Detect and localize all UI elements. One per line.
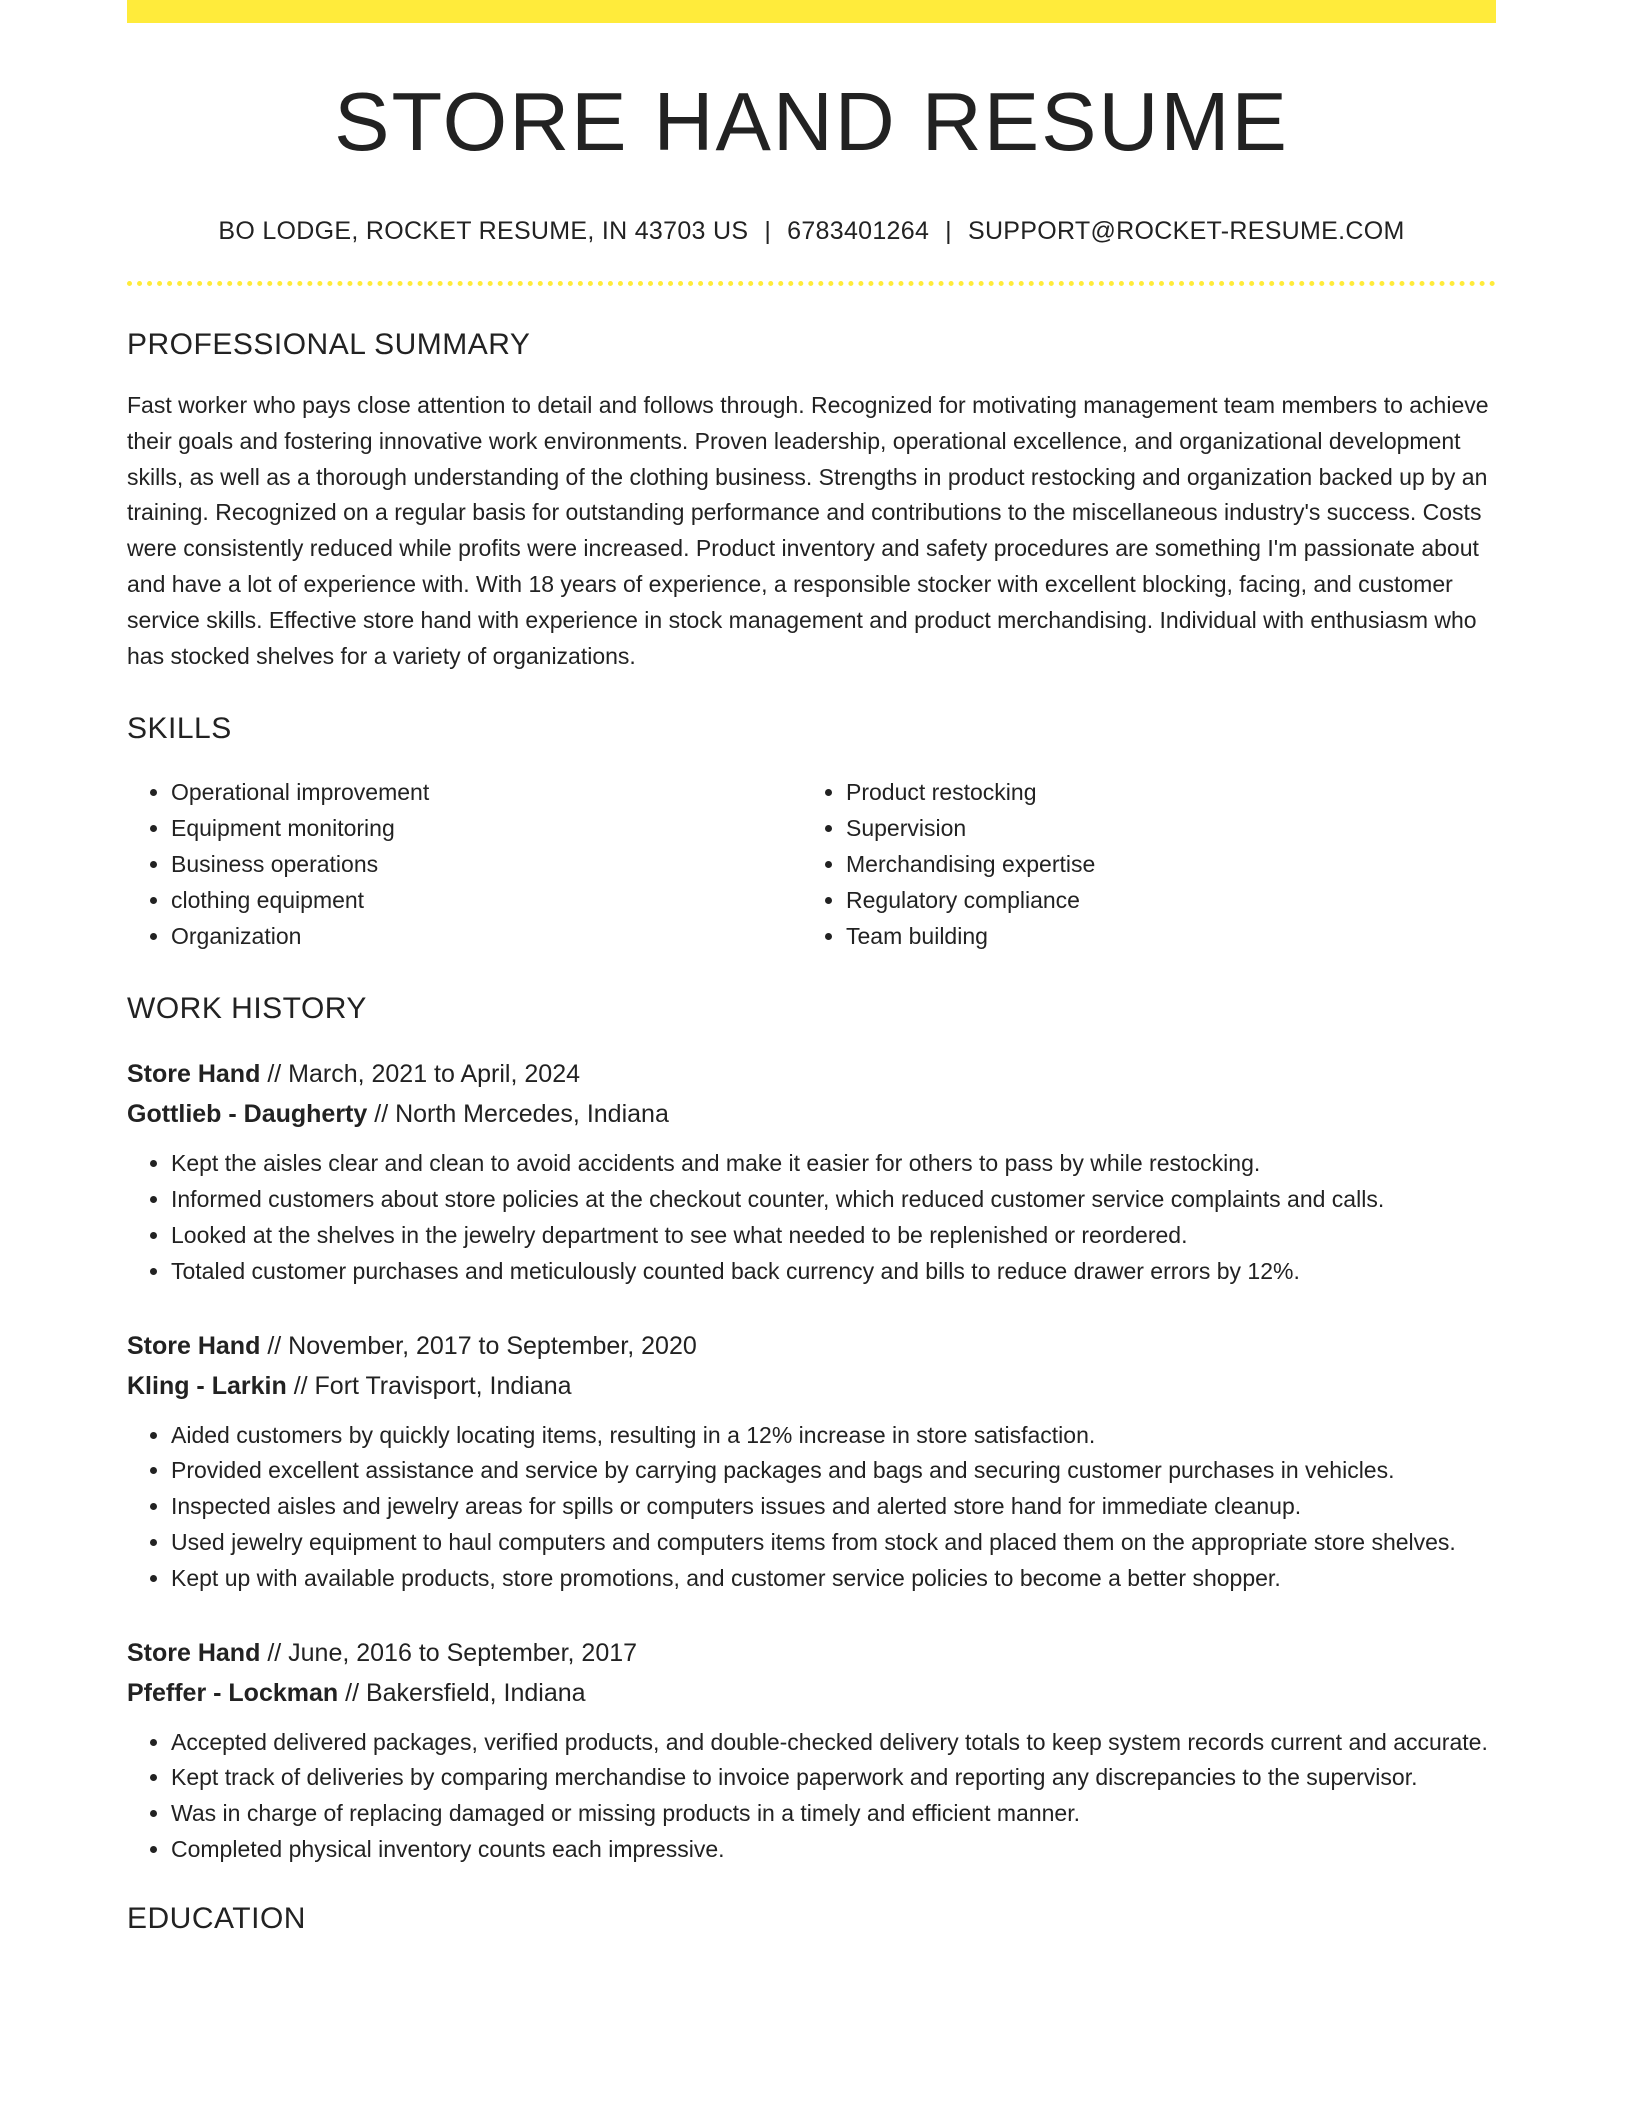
skills-grid bbox=[127, 774, 1496, 954]
job-entry bbox=[127, 1633, 1496, 1868]
job-company-line bbox=[127, 1673, 1496, 1713]
job-title-line bbox=[127, 1633, 1496, 1673]
contact-separator: | bbox=[764, 217, 772, 245]
job-company: Pfeffer - Lockman bbox=[127, 1678, 339, 1707]
work-history-heading: WORK HISTORY bbox=[127, 992, 367, 1026]
job-title: Store Hand bbox=[127, 1060, 261, 1089]
job-bullets bbox=[127, 1146, 1496, 1289]
job-title-line bbox=[127, 1054, 1496, 1094]
job-bullet: • Kept up with available products, store promotions, and customer service policies to become a better shopper. bbox=[171, 1561, 1496, 1597]
job-entry bbox=[127, 1326, 1496, 1597]
job-company: Kling - Larkin bbox=[127, 1371, 287, 1400]
skills-column-right bbox=[802, 774, 1477, 954]
contact-email: SUPPORT@ROCKET-RESUME.COM bbox=[967, 217, 1405, 245]
job-dates: // November, 2017 to September, 2020 bbox=[267, 1331, 697, 1360]
job-bullet: • Used jewelry equipment to haul computers and computers items from stock and placed them on the appropriate store shelves. bbox=[171, 1525, 1496, 1561]
job-bullets bbox=[127, 1418, 1496, 1597]
job-bullet: • Was in charge of replacing damaged or missing products in a timely and efficient manner. bbox=[171, 1796, 1496, 1832]
job-bullet: • Aided customers by quickly locating items, resulting in a 12% increase in store satisfaction. bbox=[171, 1418, 1496, 1454]
resume-page bbox=[127, 0, 1496, 1934]
job-dates: // March, 2021 to April, 2024 bbox=[267, 1060, 580, 1089]
skill-item: • Product restocking bbox=[846, 774, 1477, 810]
skills-heading: SKILLS bbox=[127, 712, 232, 746]
skill-item: • Operational improvement bbox=[171, 774, 802, 810]
job-bullet: • Kept track of deliveries by comparing merchandise to invoice paperwork and reporting any discrepancies to the supervisor. bbox=[171, 1760, 1496, 1796]
job-location: // Fort Travisport, Indiana bbox=[293, 1371, 572, 1400]
education-heading: EDUCATION bbox=[127, 1901, 306, 1935]
job-bullet: • Informed customers about store policies at the checkout counter, which reduced customer service complaints and calls. bbox=[171, 1182, 1496, 1218]
job-location: // Bakersfield, Indiana bbox=[345, 1678, 586, 1707]
contact-info bbox=[127, 219, 1496, 244]
job-title: Store Hand bbox=[127, 1331, 261, 1360]
skill-item: • clothing equipment bbox=[171, 882, 802, 918]
job-dates: // June, 2016 to September, 2017 bbox=[267, 1638, 638, 1667]
skill-item: • Regulatory compliance bbox=[846, 882, 1477, 918]
job-bullet: • Completed physical inventory counts each impressive. bbox=[171, 1832, 1496, 1868]
job-entry bbox=[127, 1054, 1496, 1289]
job-bullet: • Provided excellent assistance and service by carrying packages and bags and securing customer purchases in vehicles. bbox=[171, 1453, 1496, 1489]
contact-address: BO LODGE, ROCKET RESUME, IN 43703 US bbox=[218, 217, 749, 245]
skill-item: • Merchandising expertise bbox=[846, 846, 1477, 882]
job-bullet: • Looked at the shelves in the jewelry department to see what needed to be replenished or reordered. bbox=[171, 1218, 1496, 1254]
header-divider bbox=[127, 281, 1496, 286]
job-company-line bbox=[127, 1366, 1496, 1406]
job-title-line bbox=[127, 1326, 1496, 1366]
job-bullet: • Totaled customer purchases and meticulously counted back currency and bills to reduce drawer errors by 12%. bbox=[171, 1254, 1496, 1290]
skill-item: • Supervision bbox=[846, 810, 1477, 846]
job-location: // North Mercedes, Indiana bbox=[374, 1100, 669, 1129]
job-bullets bbox=[127, 1725, 1496, 1868]
skill-item: • Equipment monitoring bbox=[171, 810, 802, 846]
resume-title: STORE HAND RESUME bbox=[334, 75, 1289, 168]
summary-heading: PROFESSIONAL SUMMARY bbox=[127, 328, 531, 361]
job-company-line bbox=[127, 1094, 1496, 1134]
job-bullet: • Accepted delivered packages, verified products, and double-checked delivery totals to keep system records current and accurate. bbox=[171, 1725, 1496, 1761]
summary-text: Fast worker who pays close attention to detail and follows through. Recognized for motivating management team members to achieve their goals and fostering innovative work environments. Proven leadership, operational excellence, and organizational development skills, as well as a thorough understanding of the clothing business. Strengths in product restocking and organization backed up by an training. Recognized on a regular basis for outstanding performance and contributions to the miscellaneous industry's success. Costs were consistently reduced while profits were increased. Product inventory and safety procedures are something I'm passionate about and have a lot of experience with. With 18 years of experience, a responsible stocker with excellent blocking, facing, and customer service skills. Effective store hand with experience in stock management and product merchandising. Individual with enthusiasm who has stocked shelves for a variety of organizations. bbox=[127, 392, 1489, 669]
contact-phone: 6783401264 bbox=[787, 217, 930, 245]
skill-item: • Team building bbox=[846, 918, 1477, 954]
job-company: Gottlieb - Daugherty bbox=[127, 1100, 368, 1129]
skill-item: • Organization bbox=[171, 918, 802, 954]
job-title: Store Hand bbox=[127, 1638, 261, 1667]
contact-separator: | bbox=[945, 217, 952, 245]
top-accent-bar bbox=[127, 0, 1496, 23]
skills-column-left bbox=[127, 774, 802, 954]
job-bullet: • Inspected aisles and jewelry areas for spills or computers issues and alerted store hand for immediate cleanup. bbox=[171, 1489, 1496, 1525]
skill-item: • Business operations bbox=[171, 846, 802, 882]
job-bullet: • Kept the aisles clear and clean to avoid accidents and make it easier for others to pass by while restocking. bbox=[171, 1146, 1496, 1182]
